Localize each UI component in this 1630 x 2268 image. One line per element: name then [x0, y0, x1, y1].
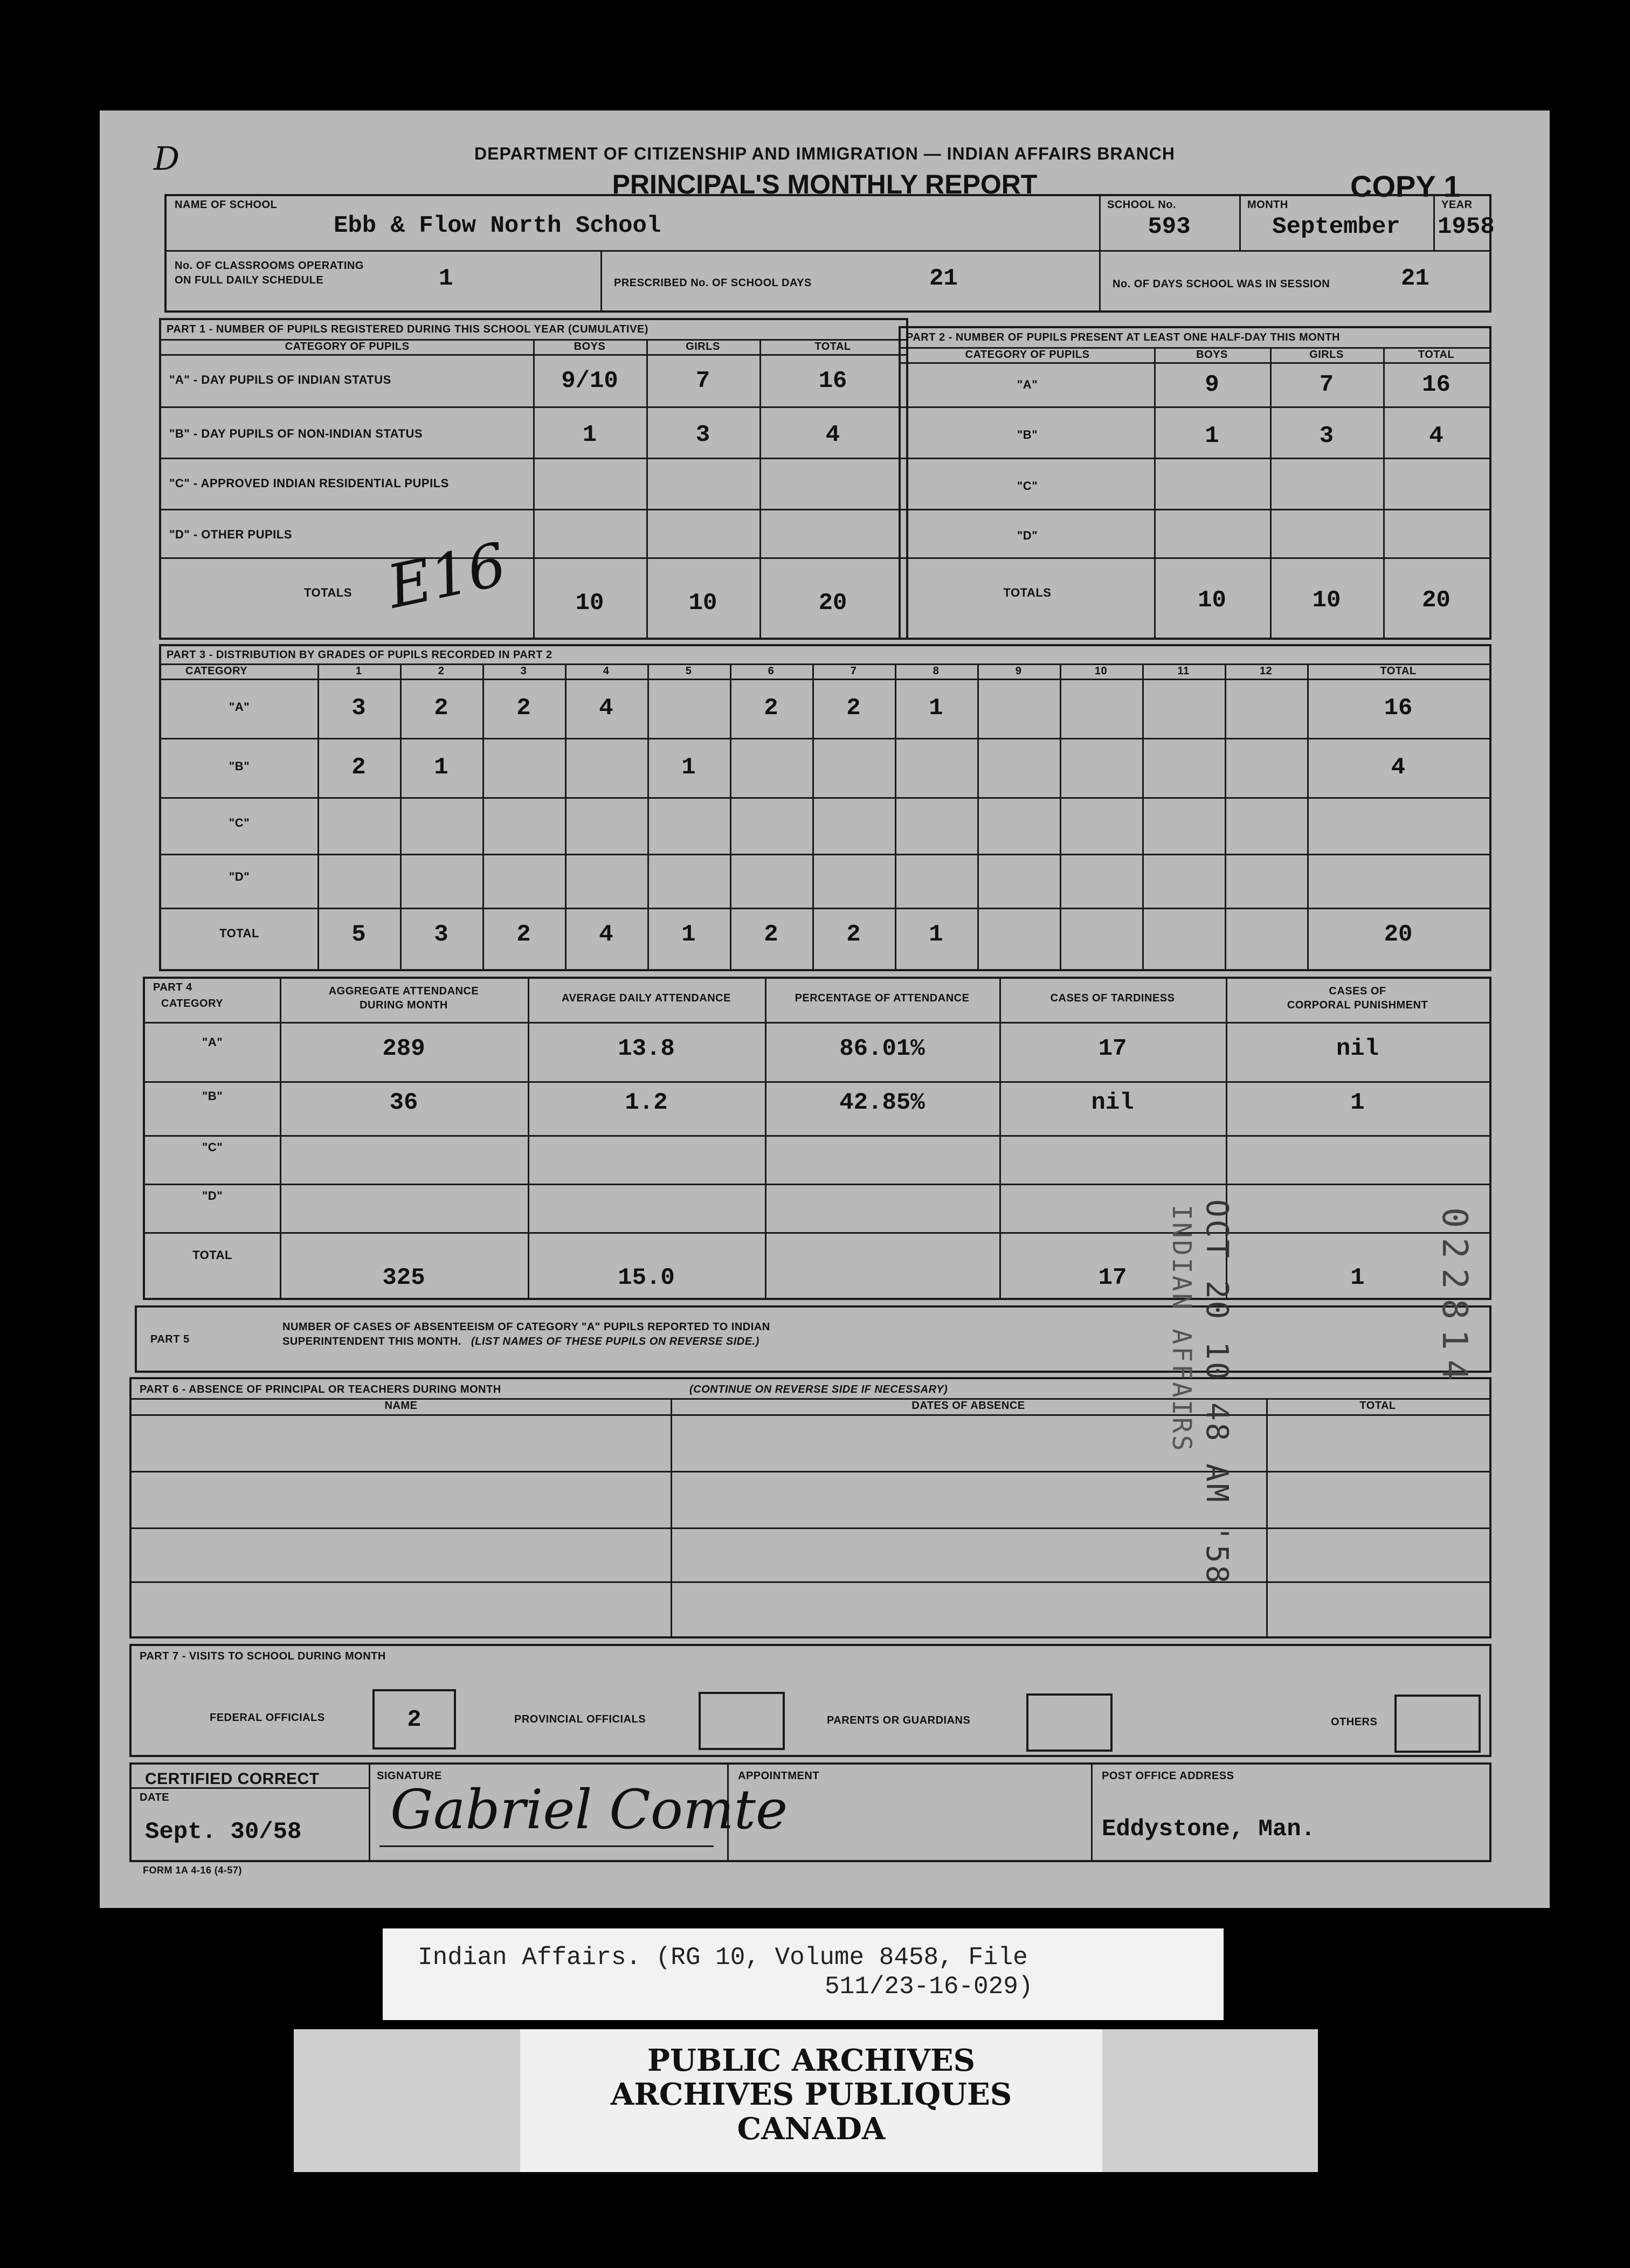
month-label: MONTH: [1247, 199, 1288, 211]
part1-category-header: CATEGORY OF PUPILS: [285, 341, 410, 352]
number-stamp: 022814: [1434, 1207, 1474, 1391]
part3-grade-10-header: 10: [1094, 665, 1108, 677]
part3-row-total-grade-cell: 5: [351, 921, 366, 948]
part3-row-total-grade-cell: 3: [434, 921, 448, 948]
school-name: Ebb & Flow North School: [334, 212, 661, 239]
part6-total-header: TOTAL: [1359, 1400, 1396, 1412]
part4-row-b-percentage: 42.85%: [839, 1089, 925, 1116]
part4-average-header: AVERAGE DAILY ATTENDANCE: [562, 992, 731, 1004]
part6-title: PART 6 - ABSENCE OF PRINCIPAL OR TEACHERS DURING MONTH: [140, 1384, 501, 1395]
archive-line-3: CANADA: [737, 2111, 886, 2147]
part2-totals-label: TOTALS: [1003, 586, 1052, 599]
year-label: YEAR: [1441, 199, 1473, 211]
archive-stamp-strip: [294, 2029, 1318, 2172]
part1-totals-boys: 10: [575, 590, 604, 617]
part3-grade-2-header: 2: [438, 665, 445, 677]
part7-title: PART 7 - VISITS TO SCHOOL DURING MONTH: [140, 1650, 386, 1662]
part3-row-a-grade-cell: 4: [599, 695, 613, 722]
part4-row-a-average: 13.8: [618, 1035, 675, 1062]
part6-name-header: NAME: [384, 1400, 418, 1412]
part4-punishment-header-2: CORPORAL PUNISHMENT: [1287, 999, 1428, 1011]
part4-row-d-label: "D": [202, 1189, 223, 1202]
federal-officials-value: 2: [407, 1706, 422, 1733]
month-value: September: [1272, 213, 1400, 240]
part2-table: [899, 326, 1491, 640]
part6-dates-header: DATES OF ABSENCE: [911, 1400, 1025, 1412]
part3-row-a-total: 16: [1384, 695, 1413, 722]
appointment-label: APPOINTMENT: [738, 1770, 820, 1782]
part3-grade-7-header: 7: [850, 665, 857, 677]
department-heading: DEPARTMENT OF CITIZENSHIP AND IMMIGRATION — INDIAN AFFAIRS BRANCH: [474, 144, 1175, 163]
part3-row-total-grade-cell: 2: [764, 921, 778, 948]
prescribed-days-label: PRESCRIBED No. OF SCHOOL DAYS: [614, 277, 812, 289]
part3-grade-3-header: 3: [520, 665, 527, 677]
part2-boys-header: BOYS: [1196, 349, 1228, 361]
part4-title: PART 4: [153, 981, 192, 993]
archive-stamp: [520, 2029, 1102, 2172]
part3-grade-6-header: 6: [768, 665, 775, 677]
part3-row-total-grade-cell: 1: [681, 921, 696, 948]
part2-total-header: TOTAL: [1418, 349, 1455, 361]
post-office-label: POST OFFICE ADDRESS: [1102, 1770, 1234, 1782]
certification-box: [129, 1762, 1491, 1862]
classrooms-value: 1: [439, 265, 453, 292]
part6-note: (CONTINUE ON REVERSE SIDE IF NECESSARY): [689, 1384, 948, 1395]
part4-row-a-percentage: 86.01%: [839, 1035, 925, 1062]
part5-text-1: NUMBER OF CASES OF ABSENTEEISM OF CATEGORY "A" PUPILS REPORTED TO INDIAN: [282, 1321, 770, 1333]
part2-row-a-total: 16: [1422, 371, 1451, 398]
part3-column-divider: [1225, 663, 1226, 971]
part1-girls-header: GIRLS: [686, 341, 720, 352]
part3-grade-12-header: 12: [1259, 665, 1273, 677]
part3-row-a-grade-cell: 1: [929, 695, 943, 722]
part4-row-total-punishment: 1: [1350, 1264, 1365, 1291]
part1-totals-girls: 10: [688, 590, 717, 617]
part1-row-b-boys: 1: [582, 421, 597, 448]
part2-row-b-total: 4: [1429, 423, 1443, 450]
part1-total-header: TOTAL: [814, 341, 851, 352]
part3-column-divider: [1060, 663, 1061, 971]
signature-label: SIGNATURE: [377, 1770, 442, 1782]
part3-row-a-grade-cell: 2: [434, 695, 448, 722]
part3-row-a-label: "A": [229, 700, 250, 714]
parents-guardians-box: [1026, 1693, 1113, 1752]
part1-row-a-boys: 9/10: [561, 368, 618, 395]
part3-row-total-grade-cell: 1: [929, 921, 943, 948]
session-days-value: 21: [1401, 265, 1429, 292]
school-info-box: [164, 194, 1495, 313]
part2-row-d-label: "D": [1017, 529, 1038, 542]
archive-ref-line-2: 511/23-16-029): [825, 1973, 1033, 2001]
others-box: [1394, 1695, 1481, 1753]
archive-line-2: ARCHIVES PUBLIQUES: [610, 2077, 1012, 2112]
form-title: PRINCIPAL'S MONTHLY REPORT: [612, 169, 1038, 199]
part3-row-total-total: 20: [1384, 921, 1413, 948]
part3-grade-5-header: 5: [685, 665, 692, 677]
part2-row-b-boys: 1: [1205, 423, 1219, 450]
federal-officials-label: FEDERAL OFFICIALS: [210, 1712, 325, 1724]
classrooms-label-1: No. OF CLASSROOMS OPERATING: [175, 260, 364, 272]
part2-row-b-girls: 3: [1319, 423, 1334, 450]
part4-row-b-aggregate: 36: [389, 1089, 418, 1116]
part1-row-b-total: 4: [825, 421, 840, 448]
part3-row-total-grade-cell: 4: [599, 921, 613, 948]
form-number: FORM 1A 4-16 (4-57): [143, 1865, 242, 1876]
part4-table: [143, 977, 1491, 1300]
provincial-officials-box: [699, 1692, 785, 1750]
school-number-label: SCHOOL No.: [1107, 199, 1176, 211]
certified-correct-label: CERTIFIED CORRECT: [145, 1770, 320, 1788]
part2-totals-boys: 10: [1198, 587, 1226, 614]
part6-table: [129, 1377, 1491, 1638]
part1-row-b-girls: 3: [695, 421, 710, 448]
part4-punishment-header-1: CASES OF: [1329, 985, 1386, 997]
part4-row-c-label: "C": [202, 1140, 223, 1154]
report-form: [100, 110, 1550, 1908]
part4-aggregate-header-2: DURING MONTH: [360, 999, 448, 1011]
part7-box: [129, 1644, 1491, 1757]
part5-text-3: (LIST NAMES OF THESE PUPILS ON REVERSE SIDE.): [471, 1336, 759, 1347]
part3-title: PART 3 - DISTRIBUTION BY GRADES OF PUPILS RECORDED IN PART 2: [167, 649, 552, 661]
part1-row-a-girls: 7: [695, 368, 710, 395]
part3-row-c-label: "C": [229, 816, 250, 829]
part1-row-d-label: "D" - OTHER PUPILS: [169, 528, 292, 541]
classrooms-label-2: ON FULL DAILY SCHEDULE: [175, 274, 324, 286]
session-days-label: No. OF DAYS SCHOOL WAS IN SESSION: [1113, 278, 1330, 290]
part3-row-a-grade-cell: 2: [764, 695, 778, 722]
part4-category-header: CATEGORY: [161, 998, 224, 1009]
part4-row-total-tardiness: 17: [1098, 1264, 1127, 1291]
part5-text-2: SUPERINTENDENT THIS MONTH.: [282, 1336, 461, 1347]
part3-grade-1-header: 1: [355, 665, 362, 677]
part3-row-total-grade-cell: 2: [846, 921, 861, 948]
part3-row-a-grade-cell: 3: [351, 695, 366, 722]
part2-row-a-girls: 7: [1319, 371, 1334, 398]
part3-grade-11-header: 11: [1177, 665, 1190, 677]
part2-totals-girls: 10: [1312, 587, 1341, 614]
part3-table: [159, 644, 1491, 971]
part3-row-a-grade-cell: 2: [846, 695, 861, 722]
part1-title: PART 1 - NUMBER OF PUPILS REGISTERED DURING THIS SCHOOL YEAR (CUMULATIVE): [167, 323, 648, 335]
archive-reference-label: [383, 1928, 1224, 2020]
received-stamp-department: INDIAN AFFAIRS: [1166, 1205, 1197, 1453]
part4-tardiness-header: CASES OF TARDINESS: [1050, 992, 1175, 1004]
part1-row-a-label: "A" - DAY PUPILS OF INDIAN STATUS: [169, 373, 391, 386]
part2-row-c-label: "C": [1017, 479, 1038, 493]
part1-table: [159, 318, 908, 640]
archive-line-1: PUBLIC ARCHIVES: [647, 2043, 976, 2078]
school-number: 593: [1148, 213, 1191, 240]
part3-row-b-grade-cell: 2: [351, 754, 366, 781]
part4-percentage-header: PERCENTAGE OF ATTENDANCE: [795, 992, 970, 1004]
part4-row-b-average: 1.2: [625, 1089, 668, 1116]
part2-girls-header: GIRLS: [1309, 349, 1344, 361]
prescribed-days-value: 21: [929, 265, 958, 292]
part3-row-d-label: "D": [229, 870, 250, 883]
part2-category-header: CATEGORY OF PUPILS: [965, 349, 1090, 361]
part3-column-divider: [1142, 663, 1144, 971]
part2-row-b-label: "B": [1017, 428, 1038, 441]
signature: Gabriel Comte: [390, 1778, 788, 1841]
part4-row-b-label: "B": [202, 1089, 223, 1103]
part1-totals-label: TOTALS: [304, 586, 352, 599]
part2-totals-total: 20: [1422, 587, 1451, 614]
part4-row-b-punishment: 1: [1350, 1089, 1365, 1116]
part1-row-a-total: 16: [818, 368, 847, 395]
part4-row-a-tardiness: 17: [1098, 1035, 1127, 1062]
provincial-officials-label: PROVINCIAL OFFICIALS: [514, 1713, 646, 1725]
part3-grade-4-header: 4: [603, 665, 610, 677]
part1-totals-total: 20: [818, 590, 847, 617]
part5-box: [135, 1305, 1491, 1373]
part4-row-a-aggregate: 289: [382, 1035, 425, 1062]
part4-row-a-punishment: nil: [1336, 1035, 1379, 1062]
post-office-value: Eddystone, Man.: [1102, 1816, 1316, 1843]
date-value: Sept. 30/58: [145, 1818, 302, 1845]
part4-aggregate-header-1: AGGREGATE ATTENDANCE: [328, 985, 479, 997]
part4-row-total-aggregate: 325: [382, 1264, 425, 1291]
date-label: DATE: [140, 1792, 169, 1803]
part2-row-a-boys: 9: [1205, 371, 1219, 398]
part2-row-a-label: "A": [1017, 378, 1038, 391]
part3-row-a-grade-cell: 2: [516, 695, 531, 722]
part2-title: PART 2 - NUMBER OF PUPILS PRESENT AT LEAST ONE HALF-DAY THIS MONTH: [906, 331, 1340, 343]
archive-ref-line-1: Indian Affairs. (RG 10, Volume 8458, File: [418, 1944, 1028, 1972]
part3-row-b-total: 4: [1391, 754, 1406, 781]
part4-row-total-label: TOTAL: [192, 1248, 232, 1262]
part3-grade-8-header: 8: [933, 665, 940, 677]
parents-guardians-label: PARENTS OR GUARDIANS: [827, 1714, 971, 1726]
year-value: 1958: [1438, 213, 1495, 240]
part3-column-divider: [977, 663, 979, 971]
part3-row-b-grade-cell: 1: [681, 754, 696, 781]
part4-row-a-label: "A": [202, 1035, 223, 1049]
part3-row-b-grade-cell: 1: [434, 754, 448, 781]
others-label: OTHERS: [1331, 1716, 1378, 1728]
part3-category-header: CATEGORY: [185, 665, 248, 677]
part1-row-b-label: "B" - DAY PUPILS OF NON-INDIAN STATUS: [169, 427, 423, 440]
part3-row-total-grade-cell: 2: [516, 921, 531, 948]
part4-row-b-tardiness: nil: [1091, 1089, 1134, 1116]
part4-row-total-average: 15.0: [618, 1264, 675, 1291]
part1-boys-header: BOYS: [574, 341, 606, 352]
part3-grade-9-header: 9: [1015, 665, 1022, 677]
received-stamp: OCT 20 10 48 AM '58: [1199, 1199, 1234, 1586]
handwritten-annotation: E16: [382, 529, 513, 622]
part3-row-b-label: "B": [229, 759, 250, 773]
part3-row-total-label: TOTAL: [219, 926, 259, 940]
corner-mark: D: [154, 140, 180, 178]
school-name-label: NAME OF SCHOOL: [175, 199, 278, 211]
part3-total-header: TOTAL: [1380, 665, 1417, 677]
federal-officials-box: [372, 1689, 456, 1750]
part5-title: PART 5: [150, 1333, 190, 1345]
part1-row-c-label: "C" - APPROVED INDIAN RESIDENTIAL PUPILS: [169, 476, 449, 490]
copy-number: COPY 1: [1350, 169, 1461, 203]
